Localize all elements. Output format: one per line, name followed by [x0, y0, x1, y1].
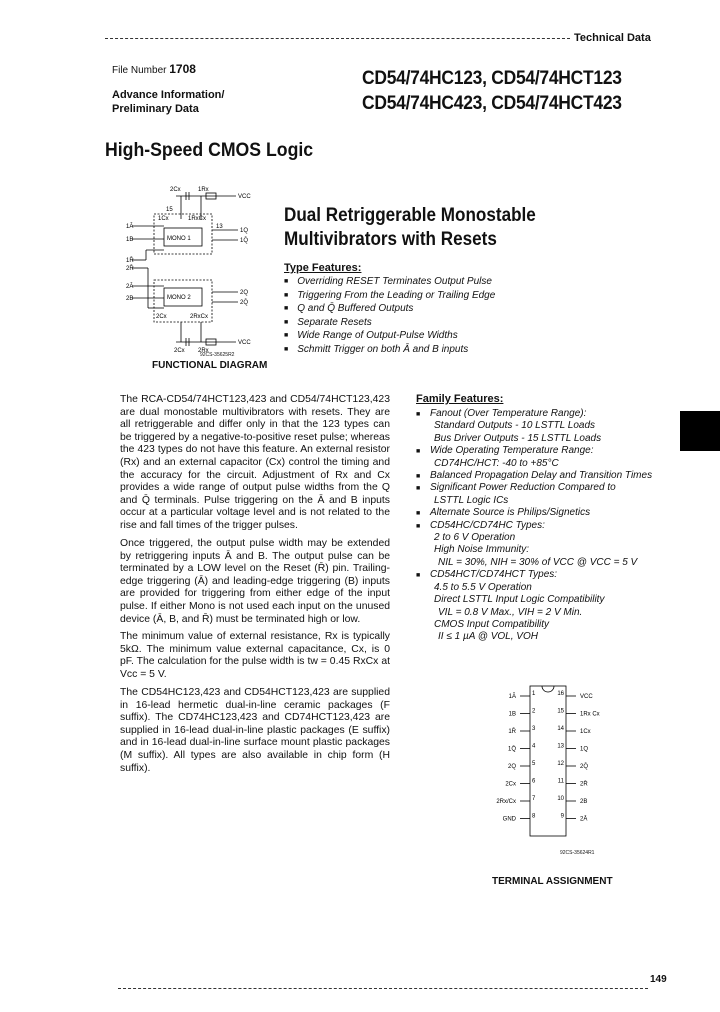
- family-feature-sub2: VIL = 0.8 V Max., VIH = 2 V Min.: [438, 606, 583, 618]
- body-paragraph: The RCA-CD54/74HCT123,423 and CD54/74HCT123,423 are dual monostable multivibrators with resets. They are all retriggerable and differ only in that the 123 types can be triggered by a negative-to-positive reset pulse; whereas the 423 types do not have this feature. An external resistor (Rx) and an external capacitor (Cx) control the timing and the accuracy for the circuit. Adjustment of Rx and Cx provides a wide range of output pulse widths from the Q and Q̄ terminals. Pulse triggering on the Ā and B inputs occur at a particular voltage level and is not related to the rise and fall times of the trigger pulses.: [120, 394, 390, 531]
- pin-name-left: 1R̄: [508, 729, 516, 735]
- body-paragraph: Once triggered, the output pulse width may be extended by retriggering inputs Ā and B. The output pulse can be terminated by a LOW level on the Reset (R̄) pin. Trailing-edge triggering (Ā) and leading-edge triggering (B) inputs are provided for triggering from either edge of the input pulse. If either Mono is not used each input on the unused device (Ā, B, and R̄) must be terminated high or low.: [120, 538, 390, 625]
- pin-number-right: 10: [557, 796, 564, 802]
- pin-number-right: 16: [557, 691, 564, 697]
- family-feature-sub: CMOS Input Compatibility: [434, 618, 550, 630]
- svg-text:VCC: VCC: [238, 194, 251, 200]
- advance-info: [112, 88, 224, 116]
- svg-text:2Q̄: 2Q̄: [240, 300, 249, 306]
- svg-text:2Cx: 2Cx: [156, 314, 167, 320]
- family-feature-bullet: ■ Alternate Source is Philips/Signetics: [416, 507, 686, 519]
- page-number: 149: [650, 974, 667, 985]
- pin-name-right: 2R̄: [580, 781, 588, 788]
- family-feature-sub: Standard Outputs - 10 LSTTL Loads: [434, 420, 596, 432]
- pin-number-left: 7: [532, 796, 536, 802]
- functional-diagram-code: 92CS-35625R2: [200, 352, 235, 358]
- pin-number-right: 15: [557, 708, 564, 715]
- pin-name-right: VCC: [580, 694, 593, 700]
- svg-text:VCC: VCC: [238, 340, 251, 346]
- pin-number-right: 13: [557, 743, 564, 750]
- pin-number-left: 2: [532, 708, 536, 715]
- svg-text:2Cx: 2Cx: [170, 187, 181, 193]
- family-feature-sub: 4.5 to 5.5 V Operation: [434, 581, 532, 593]
- family-feature-bullet: ■ Significant Power Reduction Compared to: [416, 482, 686, 494]
- pin-number-left: 8: [532, 813, 536, 820]
- svg-text:13: 13: [216, 224, 223, 230]
- file-number-label: File Number: [112, 65, 167, 76]
- svg-text:1R̄: 1R̄: [126, 258, 134, 264]
- pin-name-right: 2Q̄: [580, 764, 589, 770]
- terminal-assignment-code: 92CS-35624R1: [560, 850, 595, 856]
- type-feature-item: ■ Q and Q̄ Buffered Outputs: [284, 303, 495, 317]
- pin-name-left: 2Rx/Cx: [496, 799, 516, 805]
- part-line1: CD54/74HC123, CD54/74HCT123: [362, 68, 622, 89]
- family-features-list: [416, 408, 686, 644]
- type-feature-item: ■ Separate Resets: [284, 317, 495, 331]
- svg-text:2Cx: 2Cx: [174, 348, 185, 354]
- svg-text:1Cx: 1Cx: [158, 216, 169, 222]
- type-feature-item: ■ Wide Range of Output-Pulse Widths: [284, 330, 495, 344]
- terminal-assignment-caption: TERMINAL ASSIGNMENT: [492, 876, 613, 887]
- family-feature-bullet: ■ Fanout (Over Temperature Range):: [416, 408, 686, 420]
- pin-number-right: 12: [557, 761, 564, 767]
- part-numbers: [362, 66, 622, 116]
- family-feature-bullet: ■ CD54HCT/CD74HCT Types:: [416, 569, 686, 581]
- svg-text:2RxCx: 2RxCx: [190, 314, 209, 320]
- functional-diagram: [126, 184, 274, 354]
- svg-text:1Ā: 1Ā: [126, 224, 134, 230]
- terminal-assignment-diagram: [488, 684, 618, 852]
- pin-name-left: 1Ā: [508, 694, 516, 700]
- pin-name-left: 2Cx: [505, 781, 516, 788]
- svg-text:1B: 1B: [126, 237, 134, 243]
- footer-rule: [118, 988, 648, 989]
- file-number: [112, 62, 196, 76]
- advance-info-line1: Advance Information/: [112, 89, 225, 101]
- family-feature-sub: LSTTL Logic ICs: [434, 494, 509, 506]
- functional-diagram-caption: FUNCTIONAL DIAGRAM: [152, 360, 268, 371]
- svg-text:1Q: 1Q: [240, 228, 249, 234]
- file-number-value: 1708: [169, 62, 196, 76]
- mono2-label: MONO 2: [167, 295, 191, 301]
- pin-name-left: 2Q: [507, 764, 516, 770]
- svg-text:2R̄: 2R̄: [126, 266, 134, 272]
- family-feature-sub: High Noise Immunity:: [434, 544, 530, 556]
- pin-number-left: 3: [532, 726, 536, 732]
- pin-name-right: 1Rx Cx: [580, 711, 600, 718]
- family-feature-bullet: ■ CD54HC/CD74HC Types:: [416, 520, 686, 532]
- part-line2: CD54/74HC423, CD54/74HCT423: [362, 93, 622, 114]
- pin-number-right: 14: [557, 726, 564, 732]
- pin-name-left: 1Q̄: [507, 746, 516, 753]
- pin-name-right: 2B: [580, 799, 588, 805]
- type-feature-item: ■ Schmitt Trigger on both Ā and B inputs: [284, 344, 495, 358]
- type-features-list: [284, 276, 495, 357]
- main-title: High-Speed CMOS Logic: [105, 140, 314, 161]
- pin-name-right: 2Ā: [580, 816, 588, 823]
- svg-text:1RxCx: 1RxCx: [188, 216, 207, 222]
- type-feature-item: ■ Triggering From the Leading or Trailing Edge: [284, 290, 495, 304]
- svg-text:15: 15: [166, 207, 173, 213]
- family-feature-sub2: II ≤ 1 µA @ VOL, VOH: [438, 631, 538, 643]
- svg-text:2Rx: 2Rx: [198, 348, 209, 354]
- ic-notch: [542, 686, 554, 692]
- device-title-line1: Dual Retriggerable Monostable: [284, 205, 536, 226]
- family-feature-sub: Direct LSTTL Input Logic Compatibility: [434, 594, 605, 606]
- svg-text:1Rx: 1Rx: [198, 187, 209, 193]
- pin-number-left: 6: [532, 778, 536, 785]
- family-feature-bullet: ■ Balanced Propagation Delay and Transition Times: [416, 470, 686, 482]
- device-title: [284, 204, 536, 252]
- pin-number-right: 9: [560, 813, 564, 820]
- pin-number-right: 11: [557, 778, 564, 785]
- svg-text:2B: 2B: [126, 296, 134, 302]
- device-title-line2: Multivibrators with Resets: [284, 229, 497, 250]
- pin-number-left: 1: [532, 691, 536, 697]
- family-feature-sub: CD74HC/HCT: -40 to +85°C: [434, 457, 559, 469]
- body-paragraph: The CD54HC123,423 and CD54HCT123,423 are supplied in 16-lead hermetic dual-in-line ceramic packages (F suffix). The CD74HC123,423 and CD74HCT123,423 are supplied in 16-lead dual-in-line plastic packages (E suffix) and in 16-lead dual-in-line surface mount plastic packages (M suffix). All types are also available in chip form (H suffix).: [120, 687, 390, 774]
- pin-name-left: GND: [502, 816, 516, 823]
- pin-name-left: 1B: [508, 711, 516, 718]
- family-feature-bullet: ■ Wide Operating Temperature Range:: [416, 445, 686, 457]
- family-feature-sub: Bus Driver Outputs - 15 LSTTL Loads: [434, 432, 602, 444]
- body-paragraph: The minimum value of external resistance, Rx is typically 5kΩ. The minimum value external capacitance, Cx, is 0 pF. The calculation for the pulse width is tw = 0.45 RxCx at Vcc = 5 V.: [120, 631, 390, 680]
- section-tab-marker: [680, 411, 720, 451]
- pin-number-left: 4: [532, 743, 536, 750]
- type-features-heading: Type Features:: [284, 262, 362, 274]
- svg-text:2Ā: 2Ā: [126, 284, 134, 290]
- advance-info-line2: Preliminary Data: [112, 103, 199, 115]
- svg-text:2Q: 2Q: [240, 290, 249, 296]
- pin-name-right: 1Q: [580, 746, 589, 753]
- pin-name-right: 1Cx: [580, 729, 591, 735]
- type-feature-item: ■ Overriding RESET Terminates Output Pulse: [284, 276, 495, 290]
- header-label: Technical Data: [574, 32, 651, 44]
- family-feature-sub2: NIL = 30%, NIH = 30% of VCC @ VCC = 5 V: [438, 556, 638, 568]
- header-rule: [105, 38, 570, 39]
- pin-number-left: 5: [532, 761, 536, 767]
- svg-text:1Q̄: 1Q̄: [240, 238, 249, 244]
- family-feature-sub: 2 to 6 V Operation: [434, 532, 516, 544]
- family-features-heading: Family Features:: [416, 393, 504, 405]
- mono1-label: MONO 1: [167, 236, 191, 242]
